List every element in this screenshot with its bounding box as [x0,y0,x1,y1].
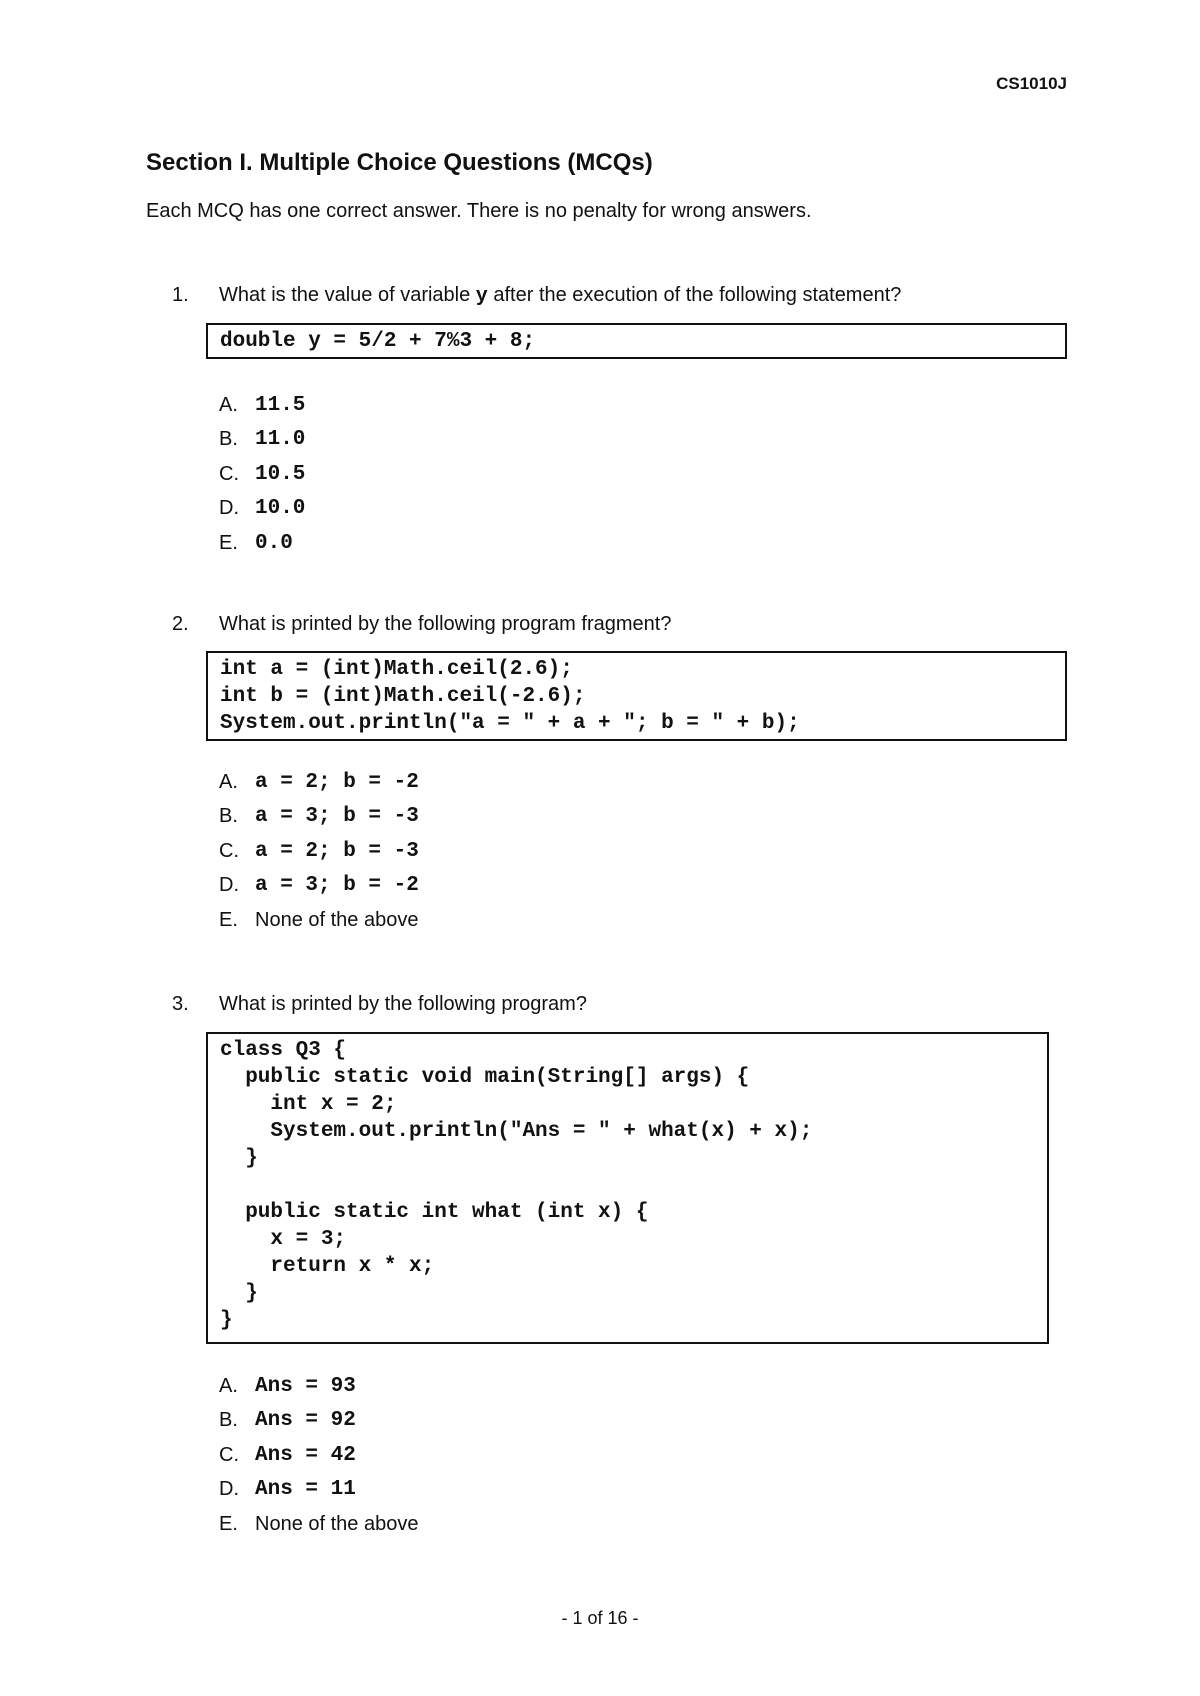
option-c[interactable] [219,834,419,869]
question-number: 1. [172,284,189,306]
option-c[interactable] [219,457,305,492]
option-letter: E. [219,908,238,931]
option-text: a = 2; b = -2 [255,770,419,794]
option-a[interactable] [219,388,305,423]
option-letter: A. [219,393,238,416]
option-letter: D. [219,1478,239,1501]
section-title: Section I. Multiple Choice Questions (MCQs) [146,149,653,176]
option-c[interactable] [219,1438,418,1473]
option-text: 11.5 [255,393,306,417]
option-letter: D. [219,874,239,897]
option-e[interactable] [219,1507,418,1542]
option-e[interactable] [219,903,419,938]
option-letter: E. [219,1512,238,1535]
option-text: 0.0 [255,531,293,555]
option-b[interactable] [219,1404,418,1439]
question-text-part: What is the value of variable [219,284,476,306]
option-letter: C. [219,462,239,485]
question-number: 2. [172,613,189,635]
option-letter: D. [219,497,239,520]
option-d[interactable] [219,869,419,904]
option-e[interactable] [219,526,305,561]
option-letter: A. [219,1374,238,1397]
option-text: a = 3; b = -3 [255,805,419,829]
option-text: 10.5 [255,462,306,486]
option-b[interactable] [219,423,305,458]
option-letter: C. [219,839,239,862]
option-d[interactable] [219,492,305,527]
option-letter: A. [219,770,238,793]
answer-options [219,388,305,561]
option-b[interactable] [219,800,419,835]
code-block: int a = (int)Math.ceil(2.6); int b = (int)Math.ceil(-2.6); System.out.println("a = " + a + "; b = " + b); [206,651,1067,741]
option-text: Ans = 93 [255,1374,356,1398]
option-letter: B. [219,1409,238,1432]
option-d[interactable] [219,1473,418,1508]
course-code: CS1010J [996,74,1067,93]
page-number: - 1 of 16 - [561,1608,639,1628]
option-text: None of the above [255,908,419,931]
option-text: Ans = 92 [255,1409,356,1433]
answer-options [219,765,419,938]
option-text: Ans = 42 [255,1443,356,1467]
option-text: a = 3; b = -2 [255,874,419,898]
question-text-part: after the execution of the following statement? [487,284,902,306]
option-text: 11.0 [255,428,306,452]
option-text: Ans = 11 [255,1478,356,1502]
code-block: class Q3 { public static void main(String[] args) { int x = 2; System.out.println("Ans = " + what(x) + x); } public static int what (int x) { x = 3; return x * x; } } [206,1032,1049,1344]
option-a[interactable] [219,765,419,800]
question-text-variable: y [475,285,488,308]
code-block: double y = 5/2 + 7%3 + 8; [206,323,1067,359]
option-letter: E. [219,531,238,554]
answer-options [219,1369,418,1542]
option-letter: C. [219,1443,239,1466]
question-text: What is printed by the following program? [219,993,587,1015]
option-letter: B. [219,428,238,451]
option-letter: B. [219,805,238,828]
question-number: 3. [172,993,189,1015]
option-text: None of the above [255,1512,419,1535]
option-a[interactable] [219,1369,418,1404]
option-text: 10.0 [255,497,306,521]
option-text: a = 2; b = -3 [255,839,419,863]
question-text [219,284,901,308]
question-text: What is printed by the following program fragment? [219,613,672,635]
section-instructions: Each MCQ has one correct answer. There is no penalty for wrong answers. [146,200,812,222]
